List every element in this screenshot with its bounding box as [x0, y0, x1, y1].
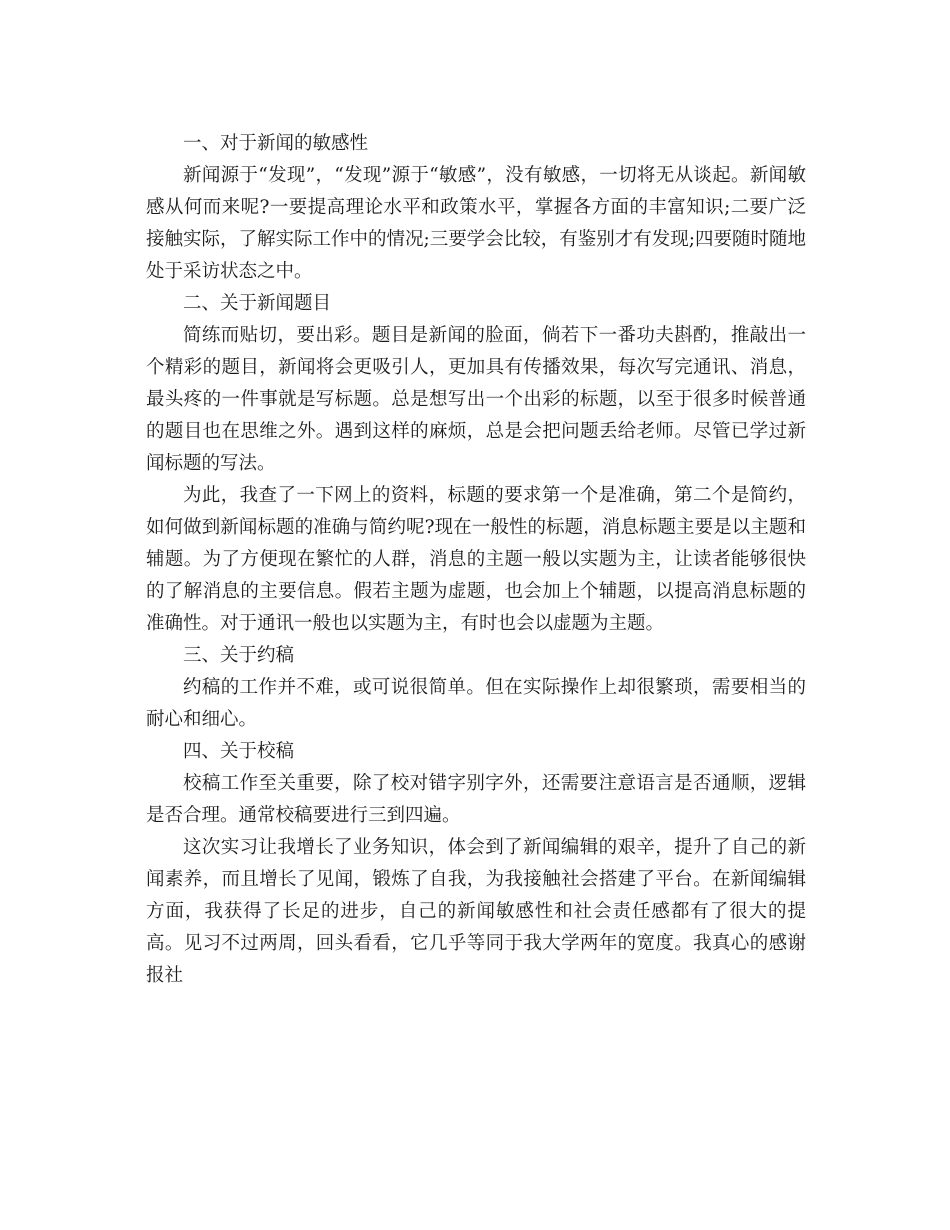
paragraph-title-1: 简练而贴切，要出彩。题目是新闻的脸面，倘若下一番功夫斟酌，推敲出一个精彩的题目，新闻将会更吸引人，更加具有传播效果，每次写完通讯、消息，最头疼的一件事就是写标题。总是想写出一个出彩的标题，以至于很多时候普通的题目也在思维之外。遇到这样的麻烦，总是会把问题丢给老师。尽管已学过新闻标题的写法。 — [146, 325, 806, 474]
document-body — [146, 128, 806, 992]
paragraph-title-2: 为此，我查了一下网上的资料，标题的要求第一个是准确，第二个是简约，如何做到新闻标题的准确与简约呢?现在一般性的标题，消息标题主要是以主题和辅题。为了方便现在繁忙的人群，消息的主题一般以实题为主，让读者能够很快的了解消息的主要信息。假若主题为虚题，也会加上个辅题，以提高消息标题的准确性。对于通讯一般也以实题为主，有时也会以虚题为主题。 — [146, 485, 806, 634]
paragraph-conclusion: 这次实习让我增长了业务知识，体会到了新闻编辑的艰辛，提升了自己的新闻素养，而且增长了见闻，锻炼了自我，为我接触社会搭建了平台。在新闻编辑方面，我获得了长足的进步，自己的新闻敏感性和社会责任感都有了很大的提高。见习不过两周，回头看看，它几乎等同于我大学两年的宽度。我真心的感谢报社 — [146, 837, 806, 986]
section-heading-sensitivity: 一、对于新闻的敏感性 — [183, 133, 369, 154]
section-heading-solicit: 三、关于约稿 — [183, 645, 295, 666]
section-heading-title: 二、关于新闻题目 — [183, 293, 332, 314]
paragraph-solicit: 约稿的工作并不难，或可说很简单。但在实际操作上却很繁琐，需要相当的耐心和细心。 — [146, 677, 806, 730]
paragraph-proofread: 校稿工作至关重要，除了校对错字别字外，还需要注意语言是否通顺，逻辑是否合理。通常校稿要进行三到四遍。 — [146, 773, 806, 826]
paragraph-sensitivity: 新闻源于“发现”，“发现”源于“敏感”，没有敏感，一切将无从谈起。新闻敏感从何而来呢?一要提高理论水平和政策水平，掌握各方面的丰富知识;二要广泛接触实际，了解实际工作中的情况;三要学会比较，有鉴别才有发现;四要随时随地处于采访状态之中。 — [146, 165, 806, 282]
section-heading-proofread: 四、关于校稿 — [183, 741, 295, 762]
